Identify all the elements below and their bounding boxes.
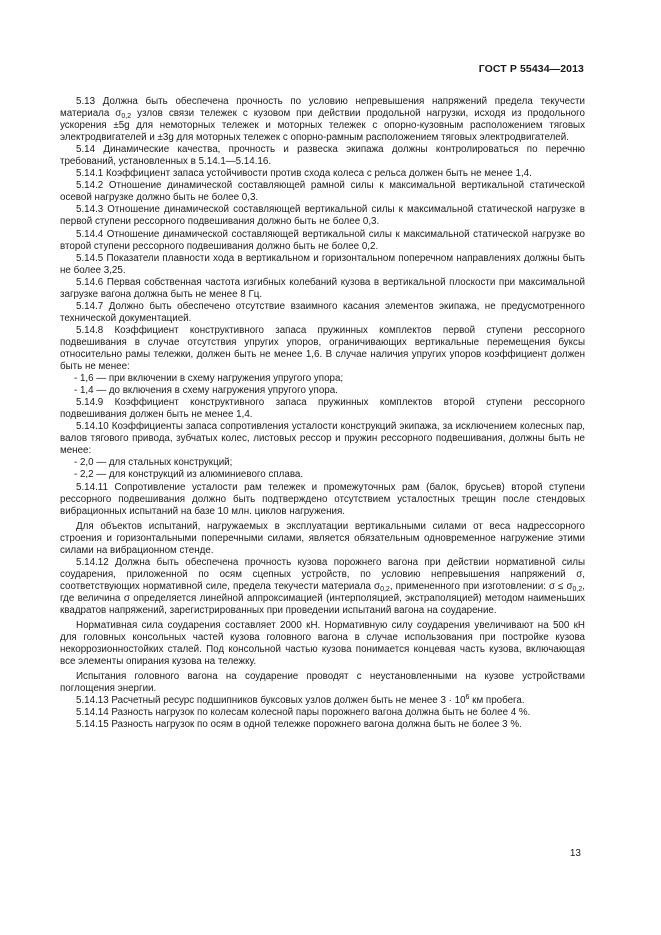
paragraph-5-14-5: 5.14.5 Показатели плавности хода в вертикальном и горизонтальном поперечном направлениях должны быть не более 3,25. [60,252,585,276]
text-run: узлов связи тележек с кузовом при действии продольной нагрузки, исходя из продольного ускорения ±5g для немоторных тележек и моторных тележек с опорно-кузовным расположением тяговых электродвигателей и ±3g для моторных тележек с опорно-рамным расположением тяговых электродвигателей. [60,108,585,144]
paragraph-tests: Испытания головного вагона на соударение проводят с неустановленными на кузове устройствами поглощения энергии. [60,671,585,695]
subscript: 0,2 [121,113,132,121]
paragraph-5-14-11: 5.14.11 Сопротивление усталости рам тележек и промежуточных рам (балок, брусьев) второй ступени рессорного подвешивания должно быть подтверждено отсутствием усталостных трещин после стендовых вибрационных испытаний на базе 10 млн. циклов нагружения. [60,481,585,517]
paragraph-objects: Для объектов испытаний, нагружаемых в эксплуатации вертикальными силами от веса надрессорного строения и горизонтальными поперечными силами, является обязательным одновременное нагружение этими силами на вибрационном стенде. [60,520,585,556]
text-run: 5.14.13 Расчетный ресурс подшипников буксовых узлов должен быть не менее 3 · 10 [76,695,466,707]
text-run: км пробега. [469,695,525,707]
paragraph-5-14-12 [60,557,585,617]
list-item: - 1,6 — при включении в схему нагружения упругого упора; [74,373,344,385]
paragraph-5-14-1: 5.14.1 Коэффициент запаса устойчивости против схода колеса с рельса должен быть не менее 1,4. [76,168,532,180]
text-run: , примененного при изготовлении: σ ≤ σ [389,580,573,592]
paragraph-5-14-7: 5.14.7 Должно быть обеспечено отсутствие взаимного касания элементов экипажа, не предусмотренного технической документацией. [60,300,585,324]
list-item: - 1,4 — до включения в схему нагружения упругого упора. [74,385,338,397]
document-body [60,96,585,731]
standard-header: ГОСТ Р 55434—2013 [478,63,584,75]
paragraph-norm-force: Нормативная сила соударения составляет 2000 кН. Нормативную силу соударения увеличивают на 500 кН для головных консольных частей кузова головного вагона в случае использования при постройке кузова некоррозионностойких сталей. Под консольной частью кузова понимается концевая часть кузова, включающая все элементы опирания кузова на тележку. [60,620,585,668]
paragraph-5-14-9: 5.14.9 Коэффициент конструктивного запаса пружинных комплектов второй ступени рессорного подвешивания должен быть не менее 1,4. [60,397,585,421]
list-item: - 2,2 — для конструкций из алюминиевого сплава. [74,469,304,481]
paragraph-5-14-15: 5.14.15 Разность нагрузок по осям в одной тележке порожнего вагона должна быть не более 3 %. [76,719,522,731]
paragraph-5-14-4: 5.14.4 Отношение динамической составляющей вертикальной силы к максимальной статической нагрузке во второй ступени рессорного подвешивания должно быть не более 0,2. [60,228,585,252]
paragraph-5-14-2: 5.14.2 Отношение динамической составляющей рамной силы к максимальной вертикальной статической осевой нагрузке должно быть не более 0,3. [60,180,585,204]
text-run: , где величина σ определяется линейной аппроксимацией (интерполяцией, экстраполяцией) методом наименьших квадратов напряжений, зарегистрированных при проведении испытаний вагона на соударение. [60,580,585,616]
text-run: 5.14.12 Должна быть обеспечена прочность кузова порожнего вагона при действии нормативной силы соударения, приложенной по осям сцепных устройств, по условию непревышения напряжений σ, соответствующих нормативной силе, предела текучести материала σ [60,556,585,592]
paragraph-5-14-14: 5.14.14 Разность нагрузок по колесам колесной пары порожнего вагона должна быть не более 4 %. [76,707,531,719]
list-item: - 2,0 — для стальных конструкций; [74,457,233,469]
paragraph-5-14-13 [60,695,585,707]
paragraph-5-14-8: 5.14.8 Коэффициент конструктивного запаса пружинных комплектов первой ступени рессорного подвешивания в случае отсутствия упругих упоров, ограничивающих вертикальные перемещения буксы относительно рамы тележки, должен быть не менее 1,6. В случае наличия упругих упоров коэффициент должен быть не менее: [60,324,585,373]
paragraph-5-14-3: 5.14.3 Отношение динамической составляющей вертикальной силы к максимальной статической нагрузке в первой ступени рессорного подвешивания должно быть не более 0,3. [60,204,585,228]
page-number: 13 [569,848,581,859]
paragraph-5-14: 5.14 Динамические качества, прочность и развеска экипажа должны контролироваться по перечню требований, установленных в 5.14.1—5.14.16. [60,144,585,168]
subscript: 0,2 [380,585,390,593]
paragraph-5-14-6: 5.14.6 Первая собственная частота изгибных колебаний кузова в вертикальной плоскости при максимальной загрузке вагона должна быть не менее 8 Гц. [60,276,585,300]
paragraph-5-14-10: 5.14.10 Коэффициенты запаса сопротивления усталости конструкций экипажа, за исключением колесных пар, валов тягового привода, зубчатых колес, листовых рессор и пружин рессорного подвешивания, должны быть не менее: [60,421,585,457]
superscript: 6 [465,694,470,702]
text-run: 5.13 Должна быть обеспечена прочность по условию непревышения напряжений предела текучести материала σ [60,96,585,120]
paragraph-5-13 [60,96,585,144]
subscript: 0,2 [572,585,583,593]
